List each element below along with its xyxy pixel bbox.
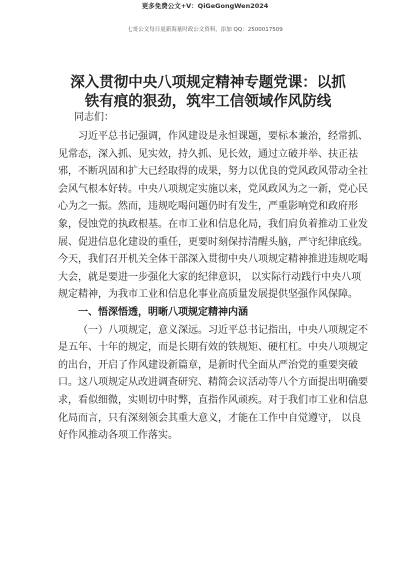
section-paragraph: （一）八项规定，意义深远。习近平总书记指出，中央八项规定不是五年、十年的规定，而是长期有效的铁规矩、硬杠杠。中央八项规定的出台，开启了作风建设新篇章，是新时代全面从严治党的重要突破 口。这八项规定从改进调查研究、精简会议活动等八个方面提出明确要求，看似细微，实则切中时弊，直指作风顽疾。对于我们市工业和信息化局而言，只有深刻领会其重大意义，才能在工作中自觉遵守， 以良好作风推动各项工作落实。: [58, 324, 368, 442]
document-body: [58, 128, 370, 445]
banner-text: 更多免费公文+V：QiGeGongWen2024: [141, 2, 269, 10]
title-line-1: 深入贯彻中央八项规定精神专题党课：以抓: [70, 74, 346, 91]
section-heading: 一、悟深悟透，明晰八项规定精神内涵: [78, 306, 248, 318]
header-note: 七哥公文每日更新海量时政公文资料，添加 QQ：2500017509: [127, 27, 283, 33]
intro-paragraph: 习近平总书记强调，作风建设是永恒课题，要标本兼治，经常抓、见常态，深入抓、见实效，持久抓、见长效，通过立破并举、扶正祛邪，不断巩固和扩大已经取得的成果，努力以优良的党风政风带动全社会风气根本好转。中央八项规定实施以来，党风政风为之一新，党心民心为之一振。然而，违规吃喝问题仍时有发生，严重影响党和政府形象，侵蚀党的执政根基。在市工业和信息化局，我们肩负着推动工业发展、促进信息化建设的重任，更要时刻保持清醒头脑，严守纪律底线。今天，我们召开机关全体干部深入贯彻中央八项规定精神推进违规吃喝大会，就是要进一步强化大家的纪律意识， 以实际行动践行中央八项规定精神，为我市工业和信息化事业高质量发展提供坚强作风保障。: [58, 131, 368, 301]
title-line-2: 铁有痕的狠劲，筑牢工信领域作风防线: [84, 93, 332, 110]
document-title: [48, 73, 368, 111]
greeting: 同志们：: [74, 112, 114, 123]
